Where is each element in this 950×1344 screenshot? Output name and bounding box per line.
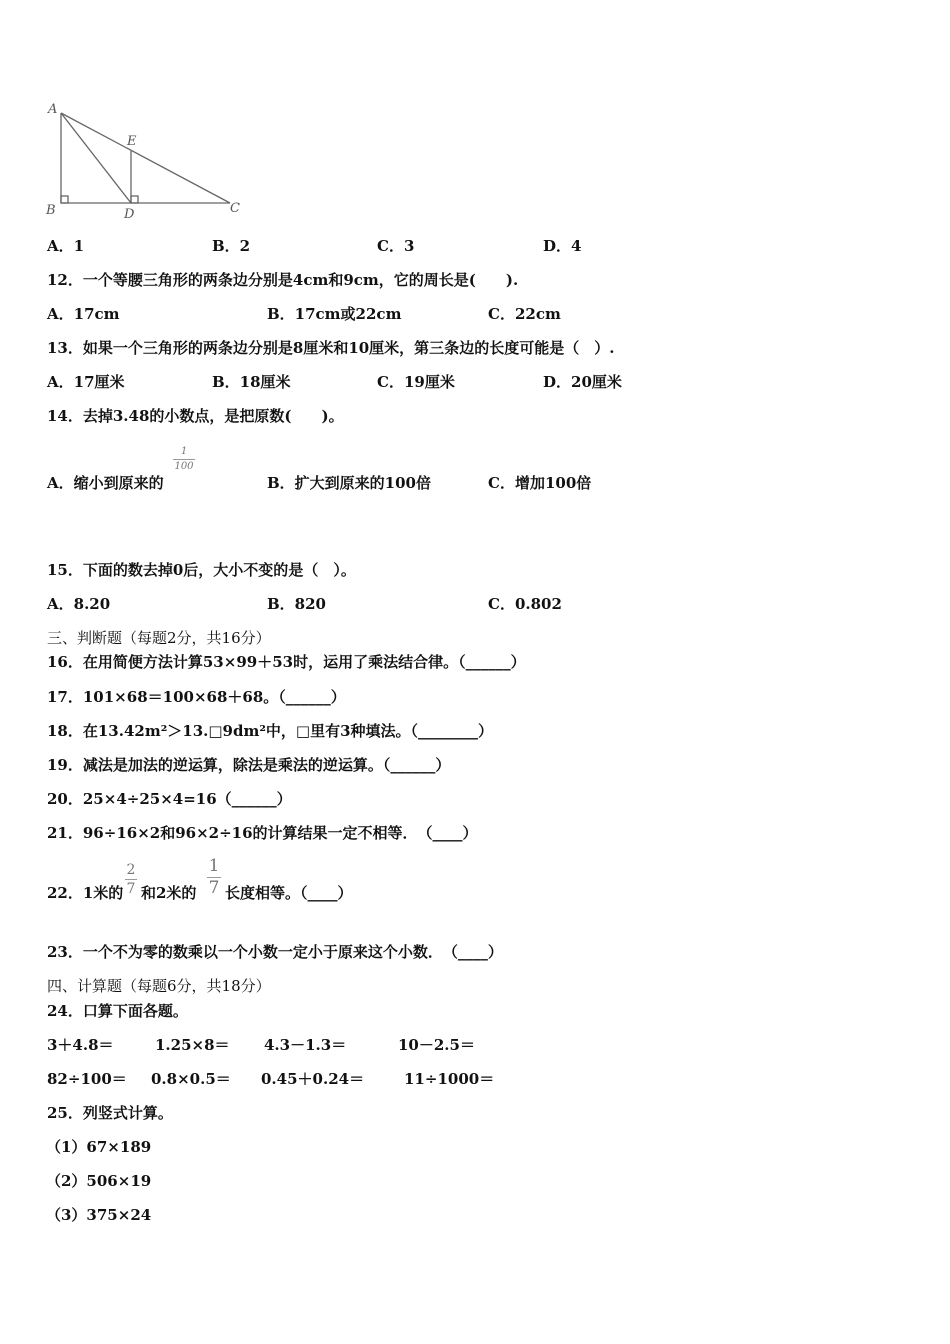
right-angle-b [61,196,68,203]
q22-fraction-1-numerator: 2 [126,862,136,878]
q14-fraction [173,447,195,472]
q15-option-b[interactable]: B．820 [267,595,326,613]
q11-option-c[interactable]: C．3 [377,237,415,255]
q25-item-2: （2）506×19 [46,1172,152,1190]
segment-ad [61,113,131,203]
q22-fraction-2-denominator: 7 [208,878,220,898]
q22-fraction-2 [207,858,221,897]
section-3-heading: 三、判断题（每题2分，共16分） [47,629,271,647]
q25-item-3: （3）375×24 [46,1206,152,1224]
q11-option-a[interactable]: A．1 [47,237,85,255]
section-4-heading: 四、计算题（每题6分，共18分） [47,977,271,995]
label-c: C [230,201,240,216]
q13-option-d[interactable]: D．20厘米 [543,373,622,391]
q24-stem: 24．口算下面各题。 [47,1002,188,1020]
q24-row1-item-1: 3＋4.8＝ [47,1036,114,1054]
q14-fraction-denominator: 100 [174,461,194,472]
fraction-bar [173,459,195,460]
q14-stem: 14．去掉3.48的小数点，是把原数( )。 [47,407,344,425]
q14-option-c[interactable]: C．增加100倍 [488,474,592,492]
q13-option-c[interactable]: C．19厘米 [377,373,455,391]
label-e: E [127,134,137,149]
q20: 20．25×4÷25×4=16（______） [47,790,292,808]
q24-row2-item-1: 82÷100＝ [47,1070,127,1088]
q22-part-2: 和2米的 [141,884,197,902]
fraction-bar [125,879,137,880]
label-d: D [124,207,135,222]
q13-option-a[interactable]: A．17厘米 [47,373,125,391]
q15-option-a[interactable]: A．8.20 [47,595,111,613]
q22-part-1: 22．1米的 [47,884,124,902]
q11-option-b[interactable]: B．2 [212,237,251,255]
q22-fraction-1-denominator: 7 [126,881,136,897]
q14-option-b[interactable]: B．扩大到原来的100倍 [267,474,431,492]
q17: 17．101×68＝100×68＋68。（______） [47,688,346,706]
q12-stem: 12．一个等腰三角形的两条边分别是4cm和9cm，它的周长是( ). [47,271,519,289]
q24-row1-item-2: 1.25×8＝ [155,1036,230,1054]
q24-row1-item-3: 4.3－1.3＝ [264,1036,347,1054]
q23: 23．一个不为零的数乘以一个小数一定小于原来这个小数． （____） [47,943,503,961]
right-angle-d [131,196,138,203]
triangle-figure [40,96,250,226]
q25-item-1: （1）67×189 [46,1138,152,1156]
q21: 21．96÷16×2和96×2÷16的计算结果一定不相等． （____） [47,824,478,842]
q12-option-a[interactable]: A．17cm [47,305,120,323]
q24-row2-item-2: 0.8×0.5＝ [151,1070,231,1088]
label-a: A [48,102,58,117]
q24-row2-item-3: 0.45＋0.24＝ [261,1070,365,1088]
q15-option-c[interactable]: C．0.802 [488,595,562,613]
label-b: B [46,203,56,218]
q12-option-c[interactable]: C．22cm [488,305,561,323]
q24-row2-item-4: 11÷1000＝ [404,1070,495,1088]
q22-part-3: 长度相等。（____） [225,884,353,902]
q15-stem: 15．下面的数去掉0后，大小不变的是（ ）。 [47,561,356,579]
q11-option-d[interactable]: D．4 [543,237,582,255]
q25-stem: 25．列竖式计算。 [47,1104,173,1122]
q14-option-a[interactable]: A．缩小到原来的 [47,474,164,492]
q24-row1-item-4: 10－2.5＝ [398,1036,475,1054]
q13-option-b[interactable]: B．18厘米 [212,373,291,391]
q14-fraction-numerator: 1 [180,446,188,457]
q22-fraction-2-numerator: 1 [208,856,220,876]
segment-ac [61,113,230,203]
q18: 18．在13.42m²＞13.□9dm²中，□里有3种填法。（________） [47,722,494,740]
q22-fraction-1 [125,863,137,896]
q12-option-b[interactable]: B．17cm或22cm [267,305,402,323]
q16: 16．在用简便方法计算53×99＋53时，运用了乘法结合律。（______） [47,653,526,671]
q13-stem: 13．如果一个三角形的两条边分别是8厘米和10厘米，第三条边的长度可能是（ ）. [47,339,615,357]
q19: 19．减法是加法的逆运算，除法是乘法的逆运算。（______） [47,756,451,774]
